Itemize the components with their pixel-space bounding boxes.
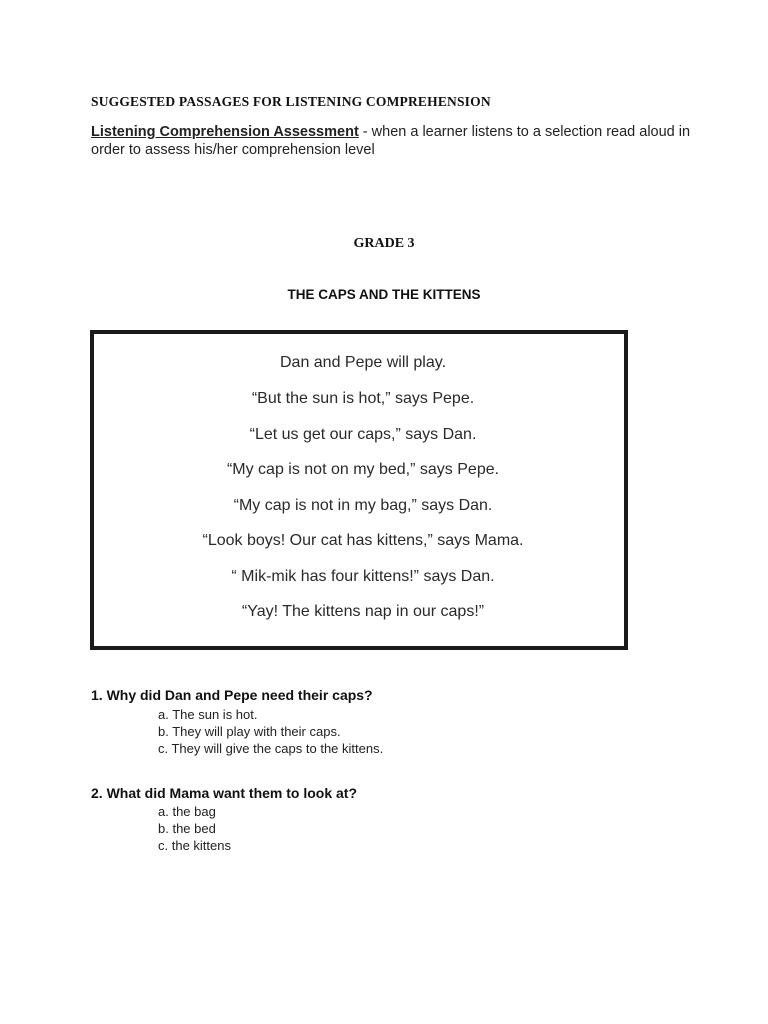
question-2: 2. What did Mama want them to look at? <box>91 785 358 801</box>
story-line: “Yay! The kittens nap in our caps!” <box>241 603 485 620</box>
story-line: “My cap is not in my bag,” says Dan. <box>233 497 493 514</box>
story-line: “ Mik-mik has four kittens!” says Dan. <box>231 568 495 585</box>
choice-item: a. The sun is hot. <box>158 707 258 722</box>
story-line: “But the sun is hot,” says Pepe. <box>251 390 475 407</box>
choice-item: c. They will give the caps to the kittens. <box>158 741 384 756</box>
story-passage-box <box>90 330 628 650</box>
choice-item: c. the kittens <box>158 838 231 853</box>
choice-item: b. They will play with their caps. <box>158 724 341 739</box>
question-2-choices <box>158 803 231 854</box>
choice-item: a. the bag <box>158 804 216 819</box>
grade-label: GRADE 3 <box>353 236 415 251</box>
question-1-choices <box>158 706 383 757</box>
question-1: 1. Why did Dan and Pepe need their caps? <box>91 687 373 703</box>
definition-text: - when a learner listens to a selection read aloud in order to assess his/her comprehension level <box>91 124 691 158</box>
story-line: “My cap is not on my bed,” says Pepe. <box>226 461 500 478</box>
choice-item: b. the bed <box>158 821 216 836</box>
story-line: Dan and Pepe will play. <box>279 354 447 371</box>
document-heading: SUGGESTED PASSAGES FOR LISTENING COMPREHENSION <box>91 94 491 109</box>
story-title: THE CAPS AND THE KITTENS <box>287 287 481 302</box>
story-line: “Let us get our caps,” says Dan. <box>249 426 477 443</box>
story-line: “Look boys! Our cat has kittens,” says Mama. <box>202 532 524 549</box>
definition-term: Listening Comprehension Assessment <box>91 124 359 140</box>
definition-paragraph <box>91 123 691 159</box>
